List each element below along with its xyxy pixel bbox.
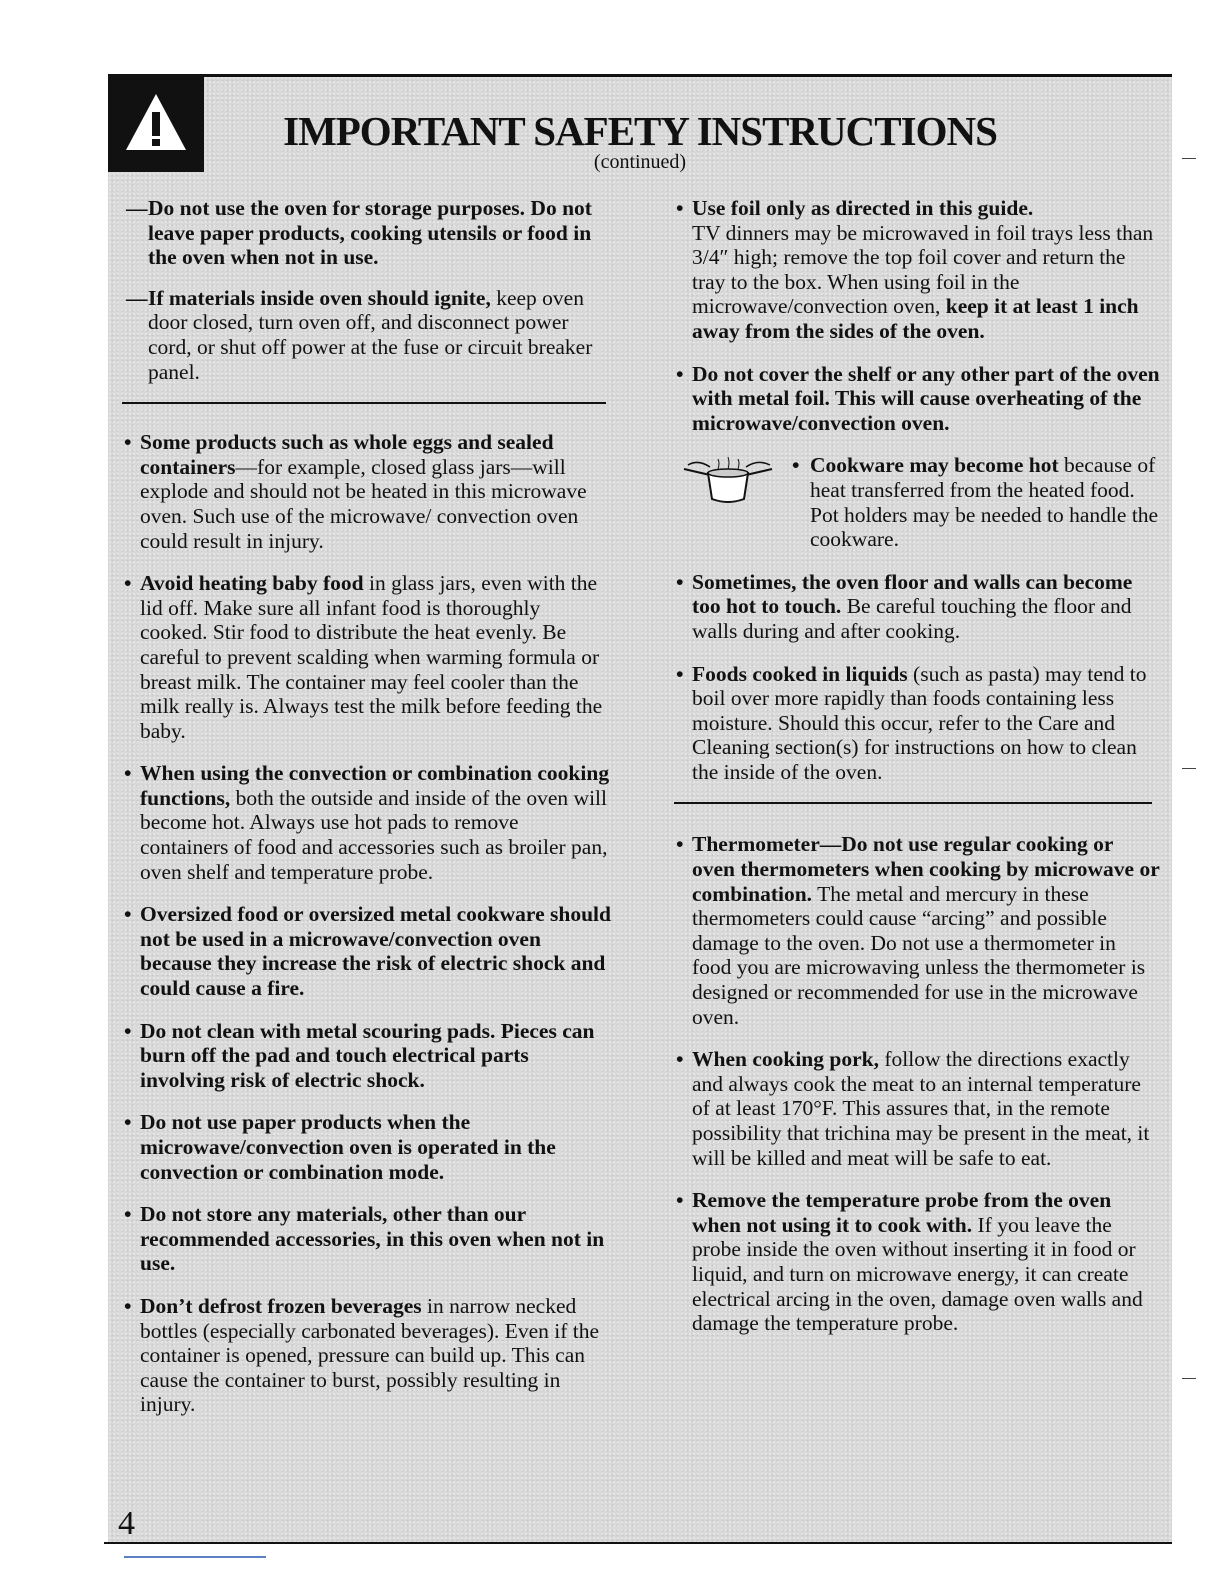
list-item — [122, 761, 612, 884]
item-bold: When using the convection or combination cooking functions, — [140, 761, 610, 810]
item-bold: Foods cooked in liquids — [692, 661, 908, 686]
list-item — [674, 570, 1160, 644]
hot-pot-icon — [680, 455, 776, 513]
section-divider — [122, 402, 606, 404]
warning-icon — [108, 76, 204, 172]
list-item — [674, 832, 1160, 1029]
item-bold: Do not use the oven for storage purposes. Do not leave paper products, cooking utensils or food in the oven when not in use. — [148, 196, 592, 270]
item-bold: Thermometer—Do not use regular cooking or oven thermometers when cooking by microwave or combination. — [692, 832, 1160, 906]
item-text: —for example, closed glass jars—will explode and should not be heated in this microwave oven. Such use of the microwave/ convection oven could result in injury. — [140, 454, 587, 553]
bullet-marker: • — [124, 1110, 132, 1135]
item-text: in narrow necked bottles (especially carbonated beverages). Even if the container is opened, pressure can build up. This can cause the container to burst, possibly resulting in injury. — [140, 1293, 600, 1417]
edge-tick — [1182, 1378, 1196, 1379]
bullet-marker: • — [124, 902, 132, 927]
item-bold: Use foil only as directed in this guide. — [692, 196, 1034, 220]
item-bold: Avoid heating baby food — [140, 571, 364, 596]
item-bold: Remove the temperature probe from the oven when not using it to cook with. — [692, 1188, 1112, 1237]
list-item — [122, 286, 612, 384]
item-text: follow the directions exactly and always cook the meat to an internal temperature of at least 170°F. This assures that, in the remote possibility that trichina may be present in the meat, it will be killed and meat will be safe to eat. — [692, 1047, 1150, 1170]
item-text: TV dinners may be microwaved in foil trays less than 3/4″ high; remove the top foil cover and return the tray to the box. When using foil in the microwave/convection oven, — [692, 220, 1154, 319]
page-title: IMPORTANT SAFETY INSTRUCTIONS — [283, 108, 997, 154]
bullet-marker: • — [124, 761, 132, 786]
item-bold: If materials inside oven should ignite, — [148, 285, 491, 310]
bullet-marker: • — [792, 453, 800, 478]
list-item — [122, 430, 612, 553]
item-bold: Cookware may become hot — [810, 453, 1059, 478]
list-item — [122, 1110, 612, 1184]
item-text: The metal and mercury in these thermometers could cause “arcing” and possible damage to the oven. Do not use a thermometer in food you are microwaving unless the thermometer is designed or recommended for use in the microwave oven. — [692, 881, 1146, 1029]
item-bold: When cooking pork, — [692, 1047, 879, 1072]
item-text: both the outside and inside of the oven will become hot. Always use hot pads to remove containers of food and accessories such as broiler pan, oven shelf and temperature probe. — [140, 785, 608, 884]
bottom-rule — [104, 1542, 1172, 1544]
list-item — [674, 1047, 1160, 1170]
underline-mark — [124, 1556, 266, 1558]
bullet-marker: • — [676, 661, 684, 686]
list-item — [674, 1188, 1160, 1336]
item-bold: Sometimes, the oven floor and walls can become too hot to touch. — [692, 569, 1133, 619]
item-bold: Do not clean with metal scouring pads. Pieces can burn off the pad and touch electrical parts involving risk of electric shock. — [140, 1018, 595, 1092]
list-item — [674, 662, 1160, 785]
cookware-item — [674, 453, 1160, 551]
edge-tick — [1182, 158, 1196, 159]
section-divider — [674, 802, 1152, 804]
item-bold: Oversized food or oversized metal cookware should not be used in a microwave/convection oven because they increase the risk of electric shock and could cause a fire. — [140, 902, 611, 1001]
bullet-marker: • — [676, 1047, 684, 1072]
list-item — [122, 196, 612, 270]
item-bold: Do not cover the shelf or any other part of the oven with metal foil. This will cause overheating of the microwave/convection oven. — [692, 361, 1160, 435]
bullet-marker: • — [676, 361, 684, 386]
bullet-marker: • — [676, 832, 684, 857]
item-text: Be careful touching the floor and walls during and after cooking. — [692, 594, 1132, 643]
bullet-marker: • — [124, 1293, 132, 1318]
item-bold: Do not use paper products when the microwave/convection oven is operated in the convection or combination mode. — [140, 1110, 556, 1184]
item-text: (such as pasta) may tend to boil over more rapidly than foods containing less moisture. Should this occur, refer to the Care and Cleaning section(s) for instructions on how to clean the inside of the oven. — [692, 661, 1147, 784]
bullet-marker: • — [676, 569, 684, 594]
list-item — [122, 571, 612, 743]
list-item — [122, 1202, 612, 1276]
list-item — [674, 196, 1160, 344]
bullet-marker: • — [124, 430, 132, 455]
list-item — [674, 362, 1160, 436]
right-column — [674, 196, 1160, 1354]
item-bold-2: keep it at least 1 inch away from the sides of the oven. — [692, 294, 1139, 343]
item-bold: Do not store any materials, other than our recommended accessories, in this oven when not in use. — [140, 1202, 605, 1276]
page-number: 4 — [118, 1505, 135, 1542]
item-text: keep oven door closed, turn oven off, and disconnect power cord, or shut off power at the fuse or circuit breaker panel. — [148, 285, 593, 384]
item-bold: Don’t defrost frozen beverages — [140, 1293, 422, 1318]
bullet-marker: • — [676, 196, 684, 220]
dash-marker: — — [126, 196, 148, 220]
list-item — [122, 1019, 612, 1093]
left-column — [122, 196, 612, 1435]
top-rule — [108, 74, 1172, 77]
bullet-marker: • — [676, 1188, 684, 1213]
item-text: If you leave the probe inside the oven without inserting it in food or liquid, and turn on microwave energy, it can create electrical arcing in the oven, damage oven walls and damage the temperature probe. — [692, 1212, 1143, 1336]
bullet-marker: • — [124, 571, 132, 596]
item-text: because of heat transferred from the heated food. Pot holders may be needed to handle the cookware. — [810, 453, 1159, 552]
edge-tick — [1182, 768, 1196, 769]
bullet-marker: • — [124, 1202, 132, 1227]
page-subtitle: (continued) — [593, 151, 687, 173]
item-text: in glass jars, even with the lid off. Make sure all infant food is thoroughly cooked. Stir food to distribute the heat evenly. Be careful to prevent scalding when warming formula or breast milk. The container may feel cooler than the milk really is. Always test the milk before feeding the baby. — [140, 571, 603, 743]
dash-marker: — — [126, 285, 148, 310]
item-bold: Some products such as whole eggs and sealed containers — [140, 430, 554, 479]
list-item — [122, 902, 612, 1000]
list-item — [122, 1294, 612, 1417]
bullet-marker: • — [124, 1018, 132, 1043]
